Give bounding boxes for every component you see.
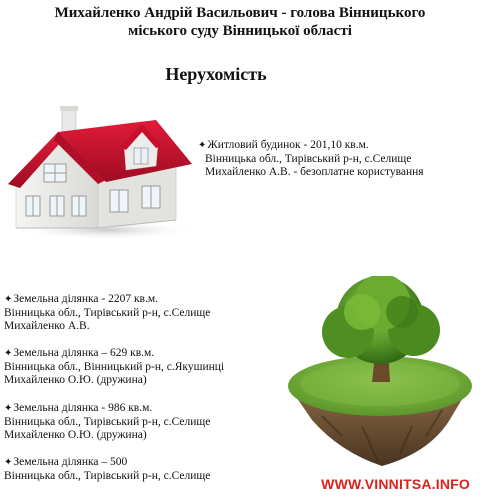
land-plot-3-line-3: Михайленко О.Ю. (дружина) (4, 429, 147, 441)
land-plot-1-title: Земельна ділянка - 2207 кв.м. (13, 293, 158, 305)
star-bullet-icon: ✦ (198, 140, 207, 151)
land-plot-1-line-1 (4, 293, 210, 307)
land-plot-entry-2 (4, 347, 224, 388)
property-house-title: Житловий будинок - 201,10 кв.м. (207, 139, 369, 151)
page-title (0, 4, 480, 40)
land-plot-entry-4 (4, 456, 210, 483)
land-plot-3-line-1 (4, 402, 210, 416)
land-plot-1-line-2: Вінницька обл., Тирівський р-н, с.Селище (4, 306, 211, 319)
title-line-1: Михайленко Андрій Васильович - голова Вінницького (54, 5, 426, 21)
tree-island-illustration (282, 276, 478, 470)
land-plot-2-line-2: Вінницька обл., Вінницький р-н, с.Якушинці (4, 360, 225, 373)
property-house-entry (198, 139, 424, 180)
property-house-line-1 (198, 139, 424, 153)
land-plot-entry-3 (4, 402, 210, 443)
land-plot-4-line-1 (4, 456, 210, 470)
land-plot-2-title: Земельна ділянка – 629 кв.м. (13, 347, 155, 359)
star-bullet-icon: ✦ (4, 294, 13, 305)
watermark-logo: WWW.VINNITSA.INFO (321, 476, 470, 492)
star-bullet-icon: ✦ (4, 403, 13, 414)
property-house-line-2: Вінницька обл., Тирівський р-н, с.Селище (205, 152, 412, 165)
land-plot-3-line-2: Вінницька обл., Тирівський р-н, с.Селище (4, 415, 211, 428)
land-plot-1-line-3: Михайленко А.В. (4, 320, 90, 332)
house-illustration (6, 104, 196, 240)
land-plot-3-title: Земельна ділянка - 986 кв.м. (13, 402, 153, 414)
title-line-2: міського суду Вінницької області (128, 23, 352, 39)
star-bullet-icon: ✦ (4, 457, 13, 468)
land-plot-4-title: Земельна ділянка – 500 (13, 456, 128, 468)
land-plot-entry-1 (4, 293, 210, 334)
section-heading: Нерухомість (165, 64, 267, 84)
land-plot-4-line-2: Вінницька обл., Тирівський р-н, с.Селище (4, 469, 211, 482)
property-house-line-3: Михайленко А.В. - безоплатне користування (205, 166, 424, 178)
land-plot-2-line-1 (4, 347, 224, 361)
star-bullet-icon: ✦ (4, 348, 13, 359)
land-plot-2-line-3: Михайленко О.Ю. (дружина) (4, 374, 147, 386)
